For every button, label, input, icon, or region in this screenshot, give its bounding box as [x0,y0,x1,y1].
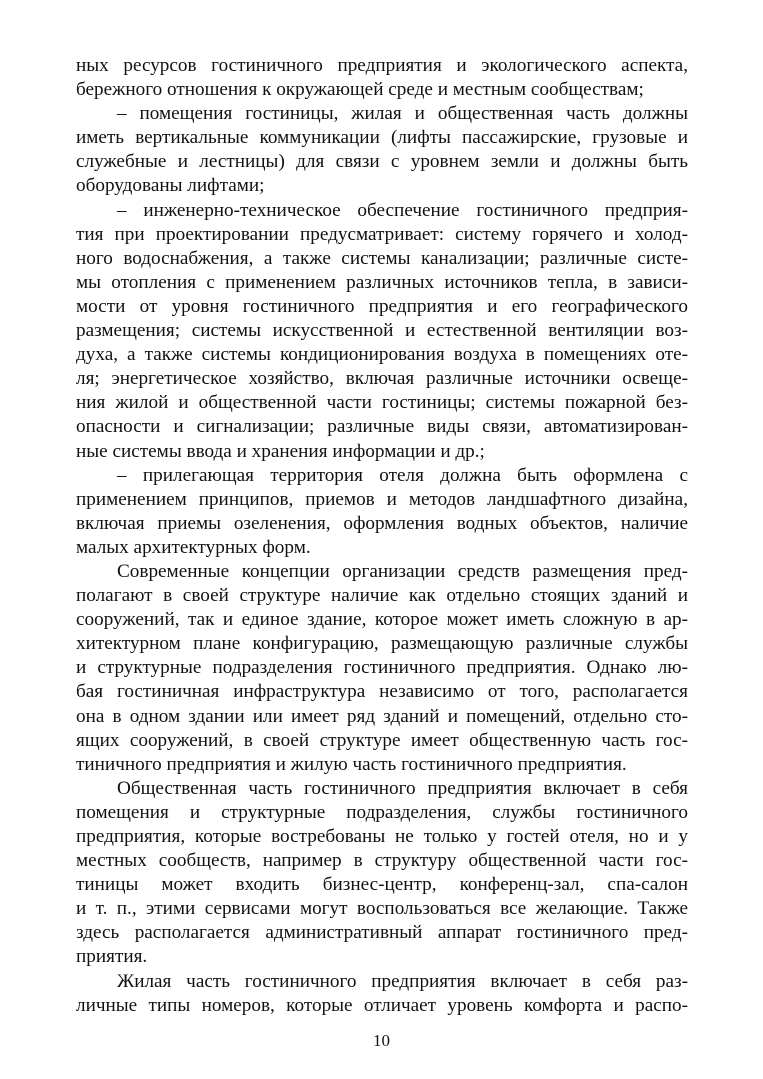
text-line: ния жилой и общественной части гостиницы; системы пожарной без- [76,392,688,414]
text-line: бая гостиничная инфраструктура независимо от того, располагается [76,681,688,703]
text-line: полагают в своей структуре наличие как отдельно стоящих зданий и [76,585,688,607]
text-line: включая приемы озеленения, оформления водных объектов, наличие [76,512,688,534]
text-line: тиницы может входить бизнес-центр, конференц-зал, спа-салон [76,874,688,896]
text-line: личные типы номеров, которые отличает уровень комфорта и распо- [76,994,688,1016]
text-line: размещения; системы искусственной и естественной вентиляции воз- [76,320,688,342]
paragraph [76,199,688,464]
text-line: малых архитектурных форм. [76,536,311,558]
text-line: применением принципов, приемов и методов ландшафтного дизайна, [76,488,688,510]
text-line: мы отопления с применением различных источников тепла, в зависи- [76,271,688,293]
paragraph [76,777,688,970]
text-line: оборудованы лифтами; [76,175,265,197]
page-number: 10 [373,1031,390,1050]
text-line: она в одном здании или имеет ряд зданий и помещений, отдельно сто- [76,705,688,727]
text-line: ного водоснабжения, а также системы канализации; различные систе- [76,247,688,269]
text-line: и т. п., этими сервисами могут воспользоваться все желающие. Также [76,898,688,920]
text-line: сооружений, так и единое здание, которое может иметь сложную в ар- [76,609,688,631]
paragraph [76,970,688,1018]
page-body [76,54,688,1018]
paragraph [76,464,688,560]
text-line: – помещения гостиницы, жилая и общественная часть должны [117,103,688,125]
text-line: бережного отношения к окружающей среде и местным сообществам; [76,79,644,101]
text-line: ля; энергетическое хозяйство, включая различные источники освеще- [76,368,688,390]
text-line: духа, а также системы кондиционирования воздуха в помещениях оте- [76,344,688,366]
text-line: тия при проектировании предусматривает: систему горячего и холод- [76,223,688,245]
text-line: местных сообществ, например в структуру общественной части гос- [76,850,688,872]
text-line: Современные концепции организации средств размещения пред- [117,560,688,582]
text-line: тиничного предприятия и жилую часть гостиничного предприятия. [76,753,627,775]
text-line: здесь располагается административный аппарат гостиничного пред- [76,922,688,944]
text-line: ные системы ввода и хранения информации и др.; [76,440,485,462]
paragraph [76,54,688,102]
text-line: приятия. [76,946,148,968]
text-line: иметь вертикальные коммуникации (лифты пассажирские, грузовые и [76,127,688,149]
text-line: помещения и структурные подразделения, службы гостиничного [76,801,688,823]
paragraph [76,102,688,198]
text-line: Общественная часть гостиничного предприятия включает в себя [117,777,688,799]
text-line: ных ресурсов гостиничного предприятия и экологического аспекта, [76,55,688,76]
text-line: мости от уровня гостиничного предприятия и его географического [76,295,688,317]
text-line: – инженерно-техническое обеспечение гостиничного предприя- [117,199,688,221]
paragraph [76,560,688,777]
text-line: опасности и сигнализации; различные виды связи, автоматизирован- [76,416,688,438]
text-line: хитектурном плане конфигурацию, размещающую различные службы [76,633,688,655]
text-line: предприятия, которые востребованы не только у гостей отеля, но и у [76,826,688,847]
text-line: служебные и лестницы) для связи с уровнем земли и должны быть [76,151,688,173]
text-line: ящих сооружений, в своей структуре имеет общественную часть гос- [76,729,688,751]
text-line: Жилая часть гостиничного предприятия включает в себя раз- [117,970,688,992]
text-line: и структурные подразделения гостиничного предприятия. Однако лю- [76,657,688,679]
text-line: – прилегающая территория отеля должна быть оформлена с [117,464,688,486]
